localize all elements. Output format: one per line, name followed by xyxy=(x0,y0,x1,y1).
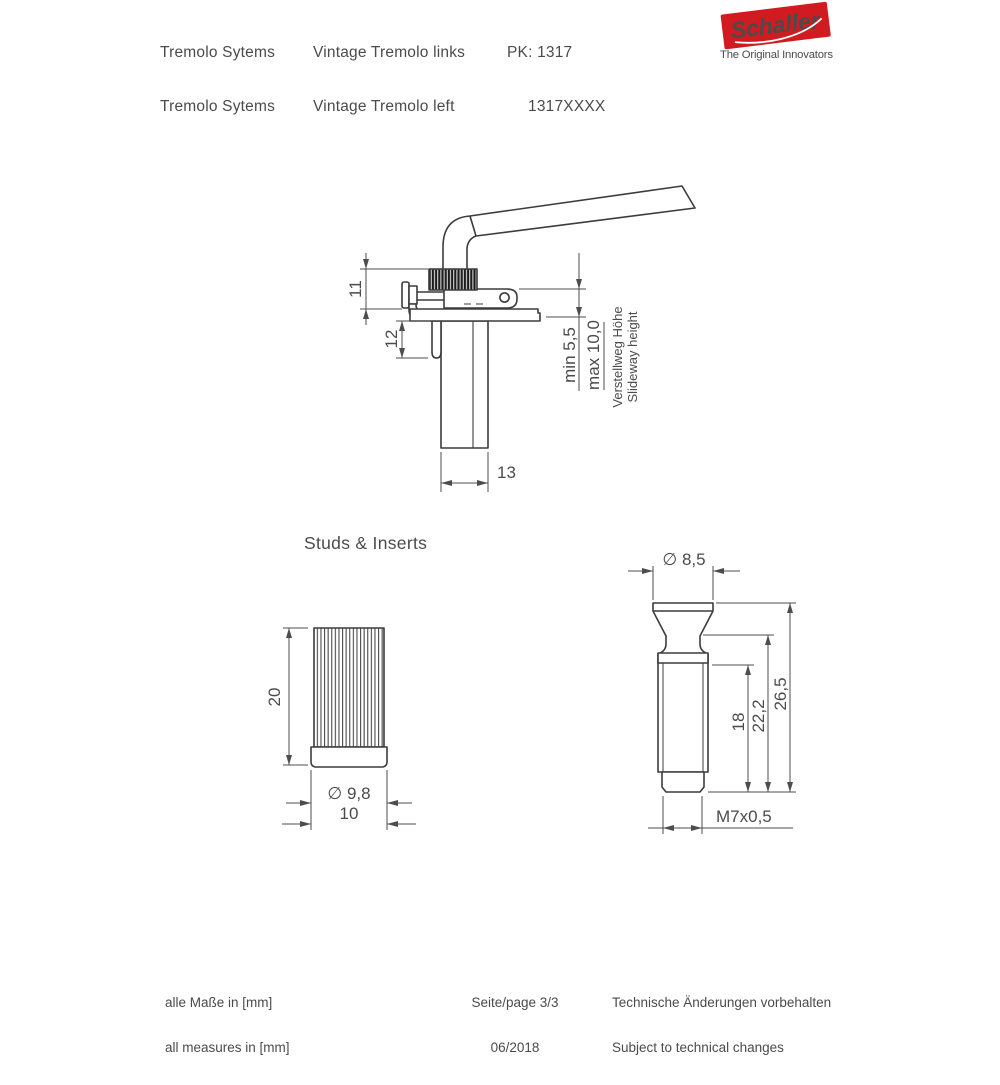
dim-label-block-width: 13 xyxy=(497,463,516,482)
tremolo-arm xyxy=(443,186,695,270)
stud-body xyxy=(658,653,708,772)
logo-brand-text: Schaller xyxy=(729,6,822,44)
dim-label-max-height: max 10,0 xyxy=(584,320,603,390)
insert-knurled-body xyxy=(314,628,384,747)
footer-units-note xyxy=(165,965,290,1085)
section-title: Studs & Inserts xyxy=(304,533,428,553)
dim-label-stud-shaft-length: 22,2 xyxy=(749,699,768,733)
dim-label-knob-height: 11 xyxy=(346,280,365,298)
dim-label-stud-total-length: 26,5 xyxy=(771,677,790,711)
dim-label-plate-depth: 12 xyxy=(382,329,401,349)
units-note-de: alle Maße in [mm] xyxy=(165,995,273,1010)
logo-tagline: The Original Innovators xyxy=(720,49,833,61)
page-date: 06/2018 xyxy=(490,1040,540,1055)
legal-note-de: Technische Änderungen vorbehalten xyxy=(612,995,832,1010)
screw-head-step xyxy=(409,286,417,304)
product-name-line1: Vintage Tremolo links xyxy=(313,44,466,61)
stud-tip xyxy=(662,772,704,792)
page-number: Seite/page 3/3 xyxy=(471,995,559,1010)
base-plate xyxy=(410,309,540,321)
note-slideway-en: Slideway height xyxy=(625,311,640,403)
tremolo-block xyxy=(441,321,488,448)
plate-front-leg xyxy=(432,321,441,358)
units-note-en: all measures in [mm] xyxy=(165,1040,290,1055)
housing-hole xyxy=(500,293,509,302)
insert-bottom-band xyxy=(311,747,387,767)
dim-label-insert-diameter: ∅ 9,8 xyxy=(327,784,371,803)
dim-label-stud-thread-length: 18 xyxy=(729,712,748,732)
screw-head xyxy=(402,282,409,308)
knurled-nut xyxy=(429,269,477,290)
pk-label: PK: 1317 xyxy=(507,44,573,61)
insert-view xyxy=(311,628,387,767)
dim-label-min-height: min 5,5 xyxy=(560,327,579,383)
dim-label-stud-head-diameter: ∅ 8,5 xyxy=(662,550,706,569)
dim-label-insert-width: 10 xyxy=(339,804,359,823)
note-slideway-de: Verstellweg Höhe xyxy=(610,306,625,408)
stud-view xyxy=(653,603,713,792)
product-family-line2: Tremolo Sytems xyxy=(160,98,276,115)
footer-page-info xyxy=(425,965,605,1085)
product-name-line2: Vintage Tremolo left xyxy=(313,98,455,115)
dim-label-stud-thread-spec: M7x0,5 xyxy=(716,807,772,826)
product-family-line1: Tremolo Sytems xyxy=(160,44,276,61)
legal-note-en: Subject to technical changes xyxy=(612,1040,784,1055)
footer-legal-note xyxy=(612,965,831,1085)
dim-label-insert-length: 20 xyxy=(265,687,284,707)
pk-number: 1317XXXX xyxy=(528,98,606,115)
